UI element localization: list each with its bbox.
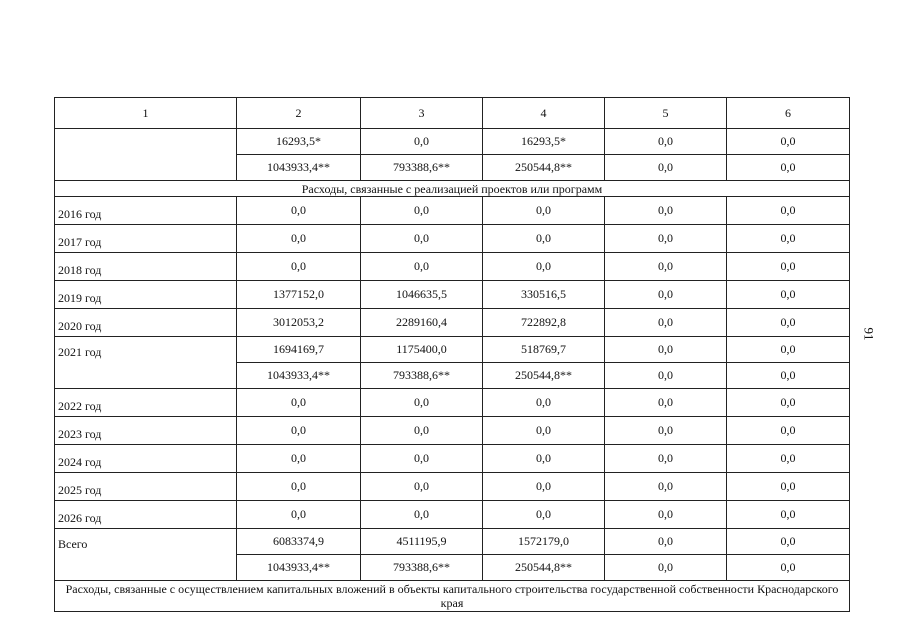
table-cell: 0,0 [727, 197, 850, 225]
table-cell: 0,0 [605, 281, 727, 309]
section-heading-row [55, 581, 850, 612]
table-cell: 0,0 [727, 363, 850, 389]
table-cell: 0,0 [483, 253, 605, 281]
table-cell: 0,0 [605, 501, 727, 529]
table-cell: 0,0 [727, 473, 850, 501]
table-row [55, 337, 850, 363]
table-cell: 0,0 [483, 197, 605, 225]
table-cell: 0,0 [605, 445, 727, 473]
column-header: 6 [727, 98, 850, 129]
table-cell: 1694169,7 [237, 337, 361, 363]
table-cell: 0,0 [361, 473, 483, 501]
table-cell: 0,0 [237, 225, 361, 253]
table-cell: 0,0 [237, 501, 361, 529]
section-heading: Расходы, связанные с реализацией проектов или программ [55, 181, 850, 197]
table-cell: 0,0 [483, 501, 605, 529]
table-cell: 0,0 [605, 197, 727, 225]
table-cell: 1175400,0 [361, 337, 483, 363]
empty-label-cell [55, 129, 237, 181]
page-number: 91 [861, 327, 877, 341]
table-cell: 0,0 [605, 417, 727, 445]
table-cell: 0,0 [237, 473, 361, 501]
table-cell: 0,0 [483, 445, 605, 473]
table-cell: 0,0 [727, 445, 850, 473]
table-cell: 0,0 [727, 281, 850, 309]
table-cell: 0,0 [727, 225, 850, 253]
row-label: 2021 год [55, 337, 237, 389]
column-header: 2 [237, 98, 361, 129]
table-cell: 0,0 [605, 337, 727, 363]
table-cell: 250544,8** [483, 555, 605, 581]
table-cell: 0,0 [237, 445, 361, 473]
table-row [55, 445, 850, 473]
table-cell: 0,0 [361, 129, 483, 155]
table-cell: 0,0 [605, 155, 727, 181]
section-heading: Расходы, связанные с осуществлением капитальных вложений в объекты капитального строительства государственной собственности Краснодарского края [55, 581, 850, 612]
budget-table [54, 97, 850, 612]
table-cell: 0,0 [361, 417, 483, 445]
column-header: 3 [361, 98, 483, 129]
table-cell: 1043933,4** [237, 555, 361, 581]
table-row [55, 417, 850, 445]
table-cell: 1043933,4** [237, 363, 361, 389]
column-header: 4 [483, 98, 605, 129]
column-header: 1 [55, 98, 237, 129]
table-cell: 250544,8** [483, 363, 605, 389]
table-cell: 0,0 [727, 129, 850, 155]
table-row [55, 473, 850, 501]
table-cell: 0,0 [605, 129, 727, 155]
table-row [55, 225, 850, 253]
table-cell: 0,0 [361, 197, 483, 225]
table-cell: 793388,6** [361, 155, 483, 181]
table-cell: 1377152,0 [237, 281, 361, 309]
table-row [55, 197, 850, 225]
table-row [55, 389, 850, 417]
table-row [55, 281, 850, 309]
table-cell: 0,0 [727, 417, 850, 445]
row-label: 2017 год [55, 225, 237, 253]
row-label: 2019 год [55, 281, 237, 309]
row-label: Всего [55, 529, 237, 581]
row-label: 2022 год [55, 389, 237, 417]
section-heading-row [55, 181, 850, 197]
table-row [55, 529, 850, 555]
table-cell: 0,0 [361, 501, 483, 529]
table-cell: 0,0 [483, 225, 605, 253]
table-cell: 0,0 [237, 197, 361, 225]
table-cell: 0,0 [727, 529, 850, 555]
table-cell: 793388,6** [361, 555, 483, 581]
table-cell: 0,0 [605, 389, 727, 417]
table-cell: 0,0 [361, 253, 483, 281]
table-cell: 250544,8** [483, 155, 605, 181]
table-cell: 0,0 [361, 225, 483, 253]
table-cell: 1043933,4** [237, 155, 361, 181]
table-cell: 0,0 [483, 417, 605, 445]
table-row [55, 309, 850, 337]
table-cell: 0,0 [605, 253, 727, 281]
table-cell: 3012053,2 [237, 309, 361, 337]
table-header-row [55, 98, 850, 129]
table-cell: 0,0 [605, 225, 727, 253]
table-cell: 330516,5 [483, 281, 605, 309]
table-cell: 0,0 [727, 253, 850, 281]
table-cell: 0,0 [727, 309, 850, 337]
table-cell: 793388,6** [361, 363, 483, 389]
table-cell: 0,0 [605, 529, 727, 555]
table-cell: 0,0 [237, 417, 361, 445]
table-cell: 0,0 [727, 389, 850, 417]
table-cell: 0,0 [483, 473, 605, 501]
row-label: 2026 год [55, 501, 237, 529]
table-cell: 0,0 [483, 389, 605, 417]
row-label: 2025 год [55, 473, 237, 501]
row-label: 2023 год [55, 417, 237, 445]
table-cell: 0,0 [605, 363, 727, 389]
table-cell: 1572179,0 [483, 529, 605, 555]
table-cell: 0,0 [361, 389, 483, 417]
table-cell: 0,0 [727, 155, 850, 181]
table-cell: 6083374,9 [237, 529, 361, 555]
row-label: 2020 год [55, 309, 237, 337]
table-cell: 0,0 [237, 389, 361, 417]
row-label: 2024 год [55, 445, 237, 473]
table-cell: 0,0 [727, 501, 850, 529]
table-cell: 0,0 [361, 445, 483, 473]
table-cell: 0,0 [727, 555, 850, 581]
table-cell: 4511195,9 [361, 529, 483, 555]
table-row [55, 129, 850, 155]
table-cell: 2289160,4 [361, 309, 483, 337]
table-cell: 16293,5* [237, 129, 361, 155]
table-cell: 518769,7 [483, 337, 605, 363]
table-cell: 16293,5* [483, 129, 605, 155]
table-cell: 0,0 [237, 253, 361, 281]
table-cell: 0,0 [605, 473, 727, 501]
table-cell: 0,0 [605, 555, 727, 581]
row-label: 2018 год [55, 253, 237, 281]
table-cell: 1046635,5 [361, 281, 483, 309]
table-cell: 0,0 [605, 309, 727, 337]
column-header: 5 [605, 98, 727, 129]
table-cell: 0,0 [727, 337, 850, 363]
table-row [55, 501, 850, 529]
table-row [55, 253, 850, 281]
table-cell: 722892,8 [483, 309, 605, 337]
row-label: 2016 год [55, 197, 237, 225]
